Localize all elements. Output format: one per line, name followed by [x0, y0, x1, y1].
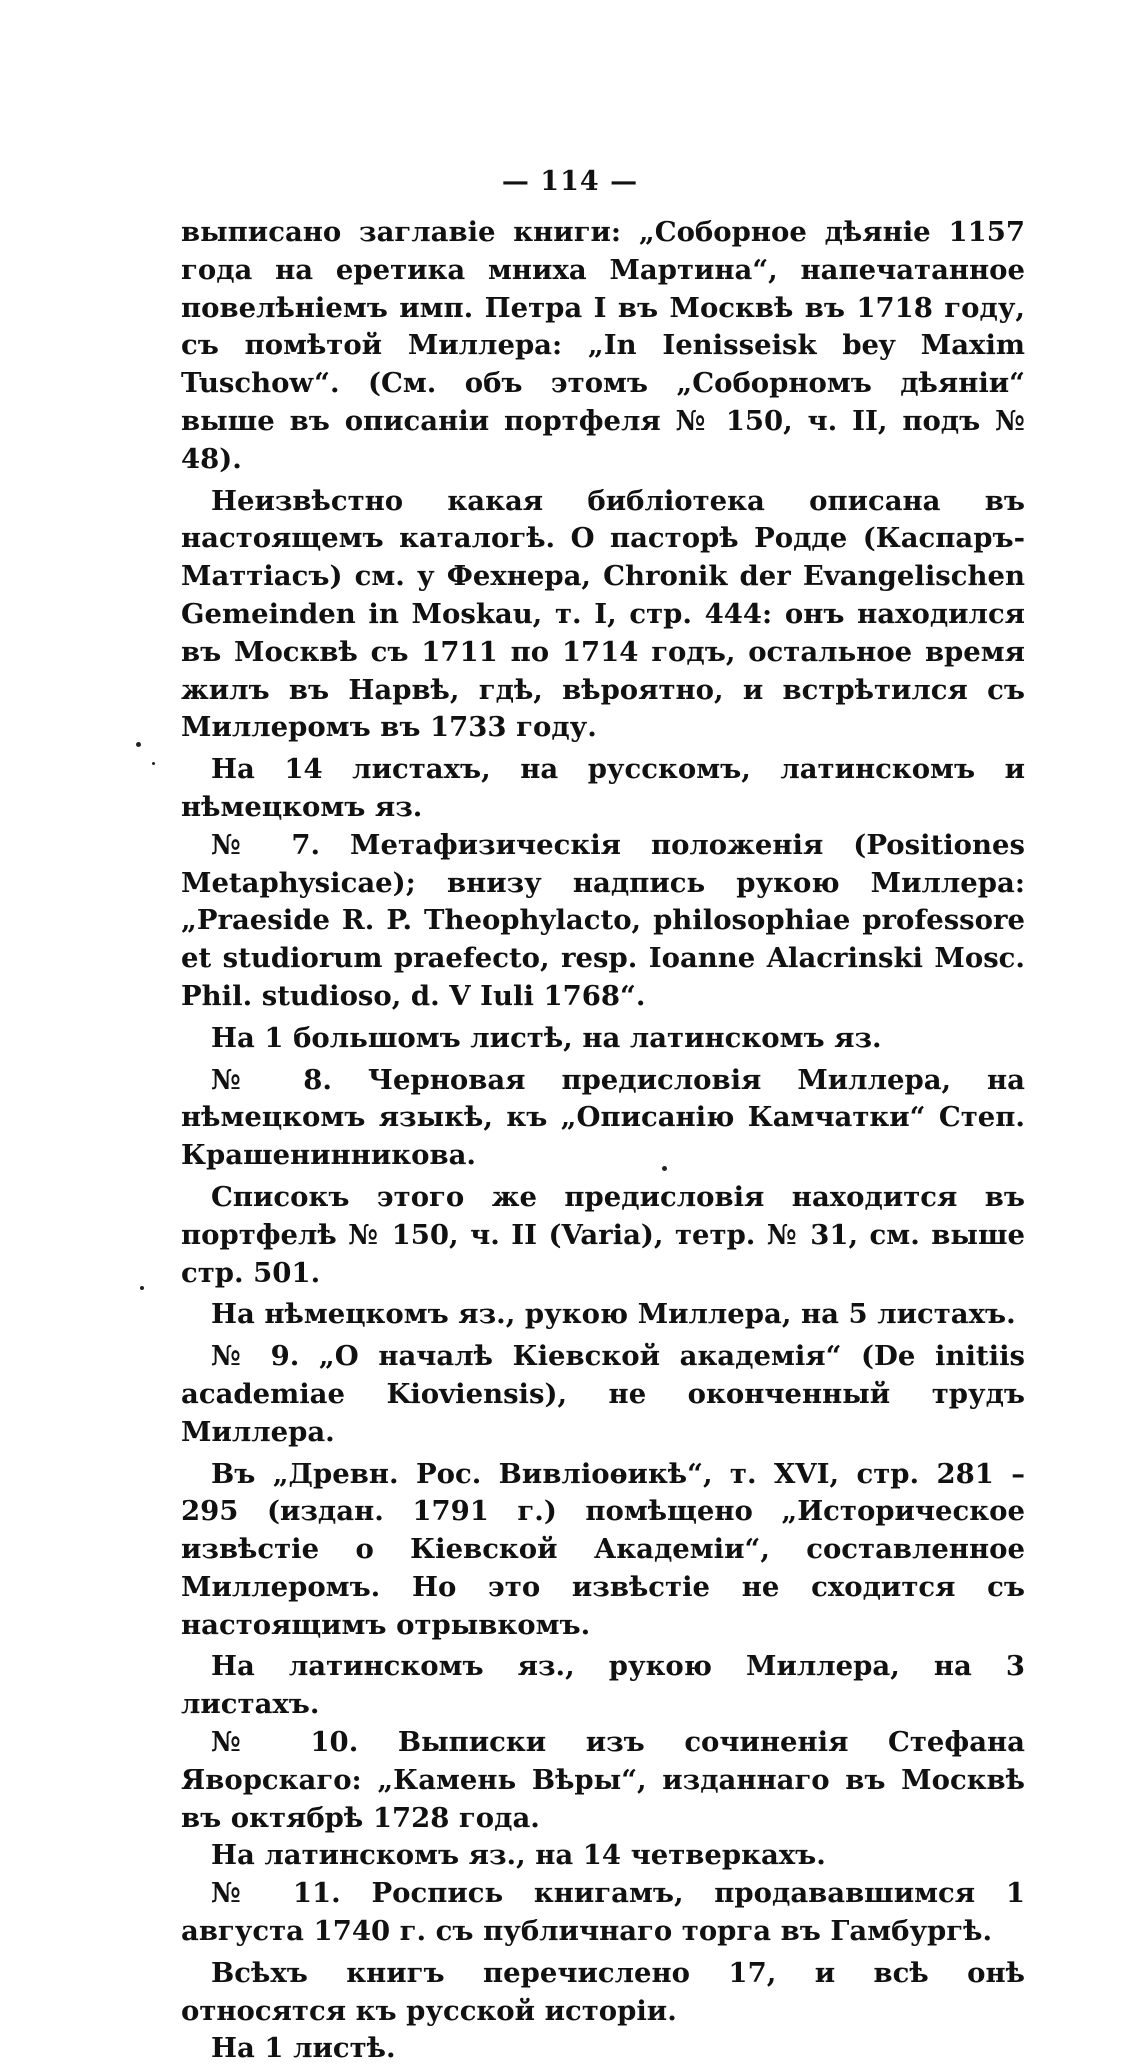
- paragraph-item-11: № 11. Роспись книгамъ, продававшимся 1 августа 1740 г. съ публичнаго торга въ Гамбургѣ.: [181, 1877, 1025, 1948]
- paragraph-item-8-copy: Списокъ этого же предисловія находится въ портфелѣ № 150, ч. II (Varia), тетр. № 31, см. выше стр. 501.: [181, 1180, 1025, 1289]
- paragraph-item-7: № 7. Метафизическія положенія (Positiones Metaphysicae); внизу надпись рукою Миллера: „Praeside R. P. Theophylacto, philosophiae professore et studiorum praefecto, resp. Ioanne Alacrinski Mosc. Phil. studioso, d. V Iuli 1768“.: [181, 828, 1025, 1012]
- paragraph-item-8: № 8. Черновая предисловія Миллера, на нѣмецкомъ языкѣ, къ „Описанію Камчатки“ Степ. Крашенинникова.: [181, 1063, 1025, 1172]
- body-text: [181, 214, 1025, 2068]
- paragraph-item-11-sheets: На 1 листѣ.: [211, 2032, 396, 2065]
- page-number: — 114 —: [501, 166, 639, 197]
- paragraph-sheets-count: На 14 листахъ, на русскомъ, латинскомъ и нѣмецкомъ яз.: [181, 753, 1025, 823]
- paragraph-title-entry: выписано заглавіе книги: „Соборное дѣяніе 1157 года на еретика мниха Мартина“, напечатанное повелѣніемъ имп. Петра I въ Москвѣ въ 1718 году, съ помѣтой Миллера: „In Ienisseisk bey Maxim Tuschow“. (См. объ этомъ „Соборномъ дѣяніи“ выше въ описаніи портфеля № 150, ч. II, подъ № 48).: [181, 216, 1025, 475]
- margin-mark: [140, 1286, 144, 1290]
- paragraph-library-note: Неизвѣстно какая библіотека описана въ настоящемъ каталогѣ. О пасторѣ Родде (Каспаръ-Маттіасъ) см. у Фехнера, Chronik der Evangelischen Gemeinden in Moskau, т. I, стр. 444: онъ находился въ Москвѣ съ 1711 по 1714 годъ, остальное время жилъ въ Нарвѣ, гдѣ, вѣроятно, и встрѣтился съ Миллеромъ въ 1733 году.: [181, 484, 1025, 744]
- print-speck: [662, 1166, 667, 1171]
- paragraph-item-9-note: Въ „Древн. Рос. Вивліоѳикѣ“, т. XVI, стр. 281 – 295 (издан. 1791 г.) помѣщено „Историческое извѣстіе о Кіевской Академіи“, составленное Миллеромъ. Но это извѣстіе не сходится съ настоящимъ отрывкомъ.: [181, 1457, 1025, 1641]
- paragraph-item-10-sheets: На латинскомъ яз., на 14 четверкахъ.: [211, 1839, 826, 1872]
- margin-mark: [136, 742, 141, 747]
- paragraph-item-7-sheets: На 1 большомъ листѣ, на латинскомъ яз.: [211, 1021, 882, 1054]
- paragraph-item-9: № 9. „О началѣ Кіевской академія“ (De initiis academiae Kioviensis), не оконченный трудъ Миллера.: [181, 1340, 1025, 1448]
- margin-mark: [152, 762, 155, 765]
- paragraph-item-8-sheets: На нѣмецкомъ яз., рукою Миллера, на 5 листахъ.: [211, 1298, 1016, 1331]
- paragraph-item-10: № 10. Выписки изъ сочиненія Стефана Яворскаго: „Камень Вѣры“, изданнаго въ Москвѣ въ октябрѣ 1728 года.: [181, 1726, 1025, 1834]
- paragraph-item-9-sheets: На латинскомъ яз., рукою Миллера, на 3 листахъ.: [181, 1650, 1025, 1721]
- paragraph-item-11-note: Всѣхъ книгъ перечислено 17, и всѣ онѣ относятся къ русской исторіи.: [181, 1956, 1025, 2027]
